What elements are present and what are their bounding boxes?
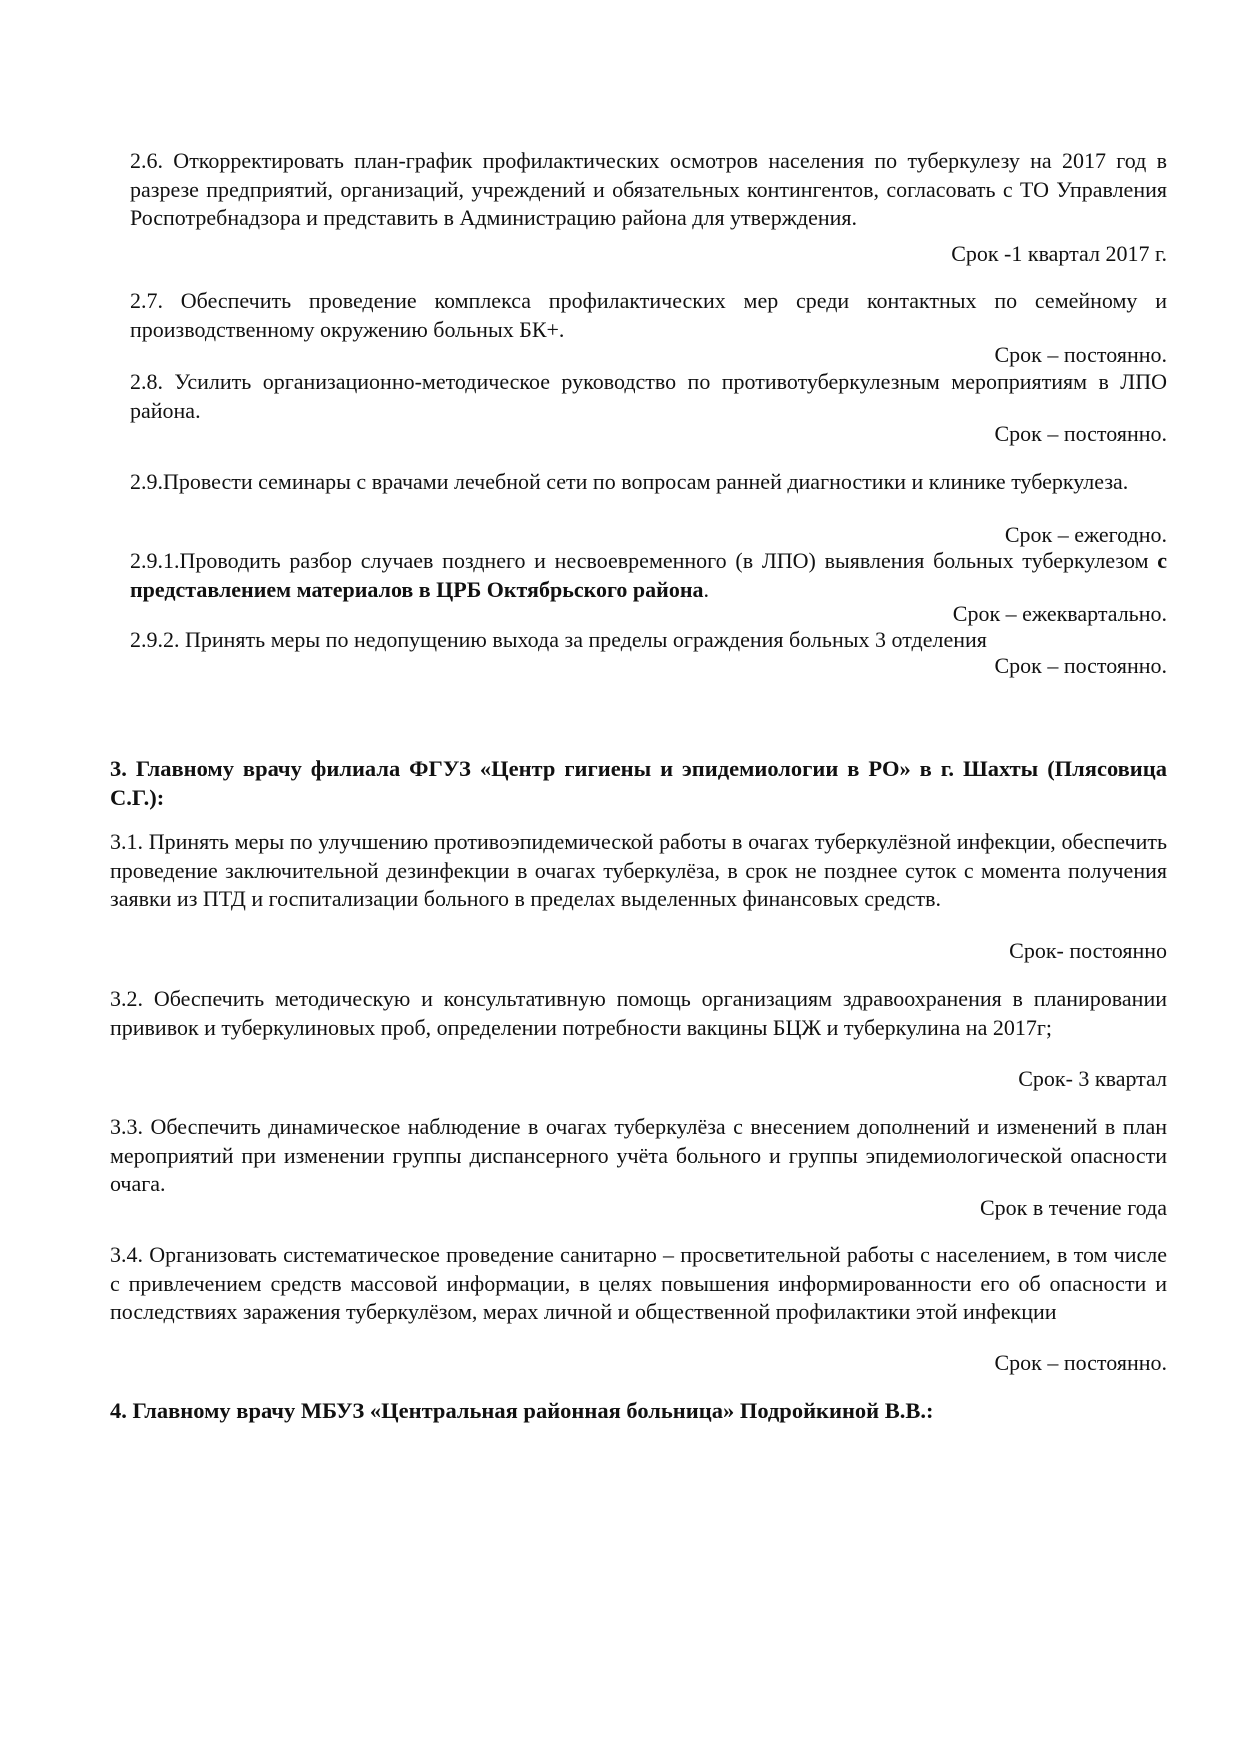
paragraph-3-2: 3.2. Обеспечить методическую и консультативную помощь организациям здравоохранения в планировании прививок и туберкулиновых проб, определении потребности вакцины БЦЖ и туберкулина на 2017г;: [110, 986, 1167, 1040]
deadline-3-3: Срок в течение года: [979, 1195, 1167, 1220]
paragraph-2-9-2: 2.9.2. Принять меры по недопущению выхода за пределы ограждения больных 3 отделения: [130, 627, 987, 652]
paragraph-2-9-1: [110, 547, 1167, 604]
section-3-heading: 3. Главному врачу филиала ФГУЗ «Центр гигиены и эпидемиологии в РО» в г. Шахты (Плясовица С.Г.):: [110, 756, 1167, 810]
deadline-2-6: Срок -1 квартал 2017 г.: [951, 241, 1167, 266]
paragraph-2-9: 2.9.Провести семинары с врачами лечебной сети по вопросам ранней диагностики и клинике туберкулеза.: [130, 469, 1129, 494]
deadline-2-9-1: Срок – ежеквартально.: [952, 601, 1167, 626]
deadline-2-9-2: Срок – постоянно.: [994, 653, 1167, 678]
paragraph-3-1: 3.1. Принять меры по улучшению противоэпидемической работы в очагах туберкулёзной инфекции, обеспечить проведение заключительной дезинфекции в очагах туберкулёза, в срок не позднее суток с момента получения заявки из ПТД и госпитализации больного в пределах выделенных финансовых средств.: [110, 829, 1167, 911]
paragraph-2-9-1-tail: .: [703, 576, 710, 602]
paragraph-2-9-1-text: 2.9.1.Проводить разбор случаев позднего и несвоевременного (в ЛПО) выявления больных туберкулезом: [130, 548, 1158, 573]
section-4-heading: 4. Главному врачу МБУЗ «Центральная районная больница» Подройкиной В.В.:: [110, 1398, 934, 1423]
deadline-2-9: Срок – ежегодно.: [1004, 522, 1167, 547]
deadline-2-8: Срок – постоянно.: [994, 421, 1167, 446]
paragraph-2-6: 2.6. Откорректировать план-график профилактических осмотров населения по туберкулезу на 2017 год в разрезе предприятий, организаций, учреждений и обязательных контингентов, согласовать с ТО Управления Роспотребнадзора и представить в Администрацию района для утверждения.: [130, 148, 1167, 230]
paragraph-2-9-1-bold: с представлением материалов в ЦРБ Октябрьского района: [130, 548, 1167, 602]
paragraph-2-8: 2.8. Усилить организационно-методическое руководство по противотуберкулезным мероприятиям в ЛПО района.: [130, 369, 1167, 423]
deadline-3-4: Срок – постоянно.: [994, 1350, 1167, 1375]
deadline-3-2: Срок- 3 квартал: [1018, 1066, 1167, 1091]
deadline-3-1: Срок- постоянно: [1009, 938, 1167, 963]
paragraph-3-3: 3.3. Обеспечить динамическое наблюдение в очагах туберкулёза с внесением дополнений и изменений в план мероприятий при изменении группы диспансерного учёта больного и группы эпидемиологической опасности очага.: [110, 1114, 1167, 1196]
deadline-2-7: Срок – постоянно.: [994, 342, 1167, 367]
paragraph-2-7: 2.7. Обеспечить проведение комплекса профилактических мер среди контактных по семейному и производственному окружению больных БК+.: [130, 288, 1167, 342]
paragraph-3-4: 3.4. Организовать систематическое проведение санитарно – просветительной работы с населением, в том числе с привлечением средств массовой информации, в целях повышения информированности его об опасности и последствиях заражения туберкулёзом, мерах личной и общественной профилактики этой инфекции: [110, 1242, 1167, 1324]
